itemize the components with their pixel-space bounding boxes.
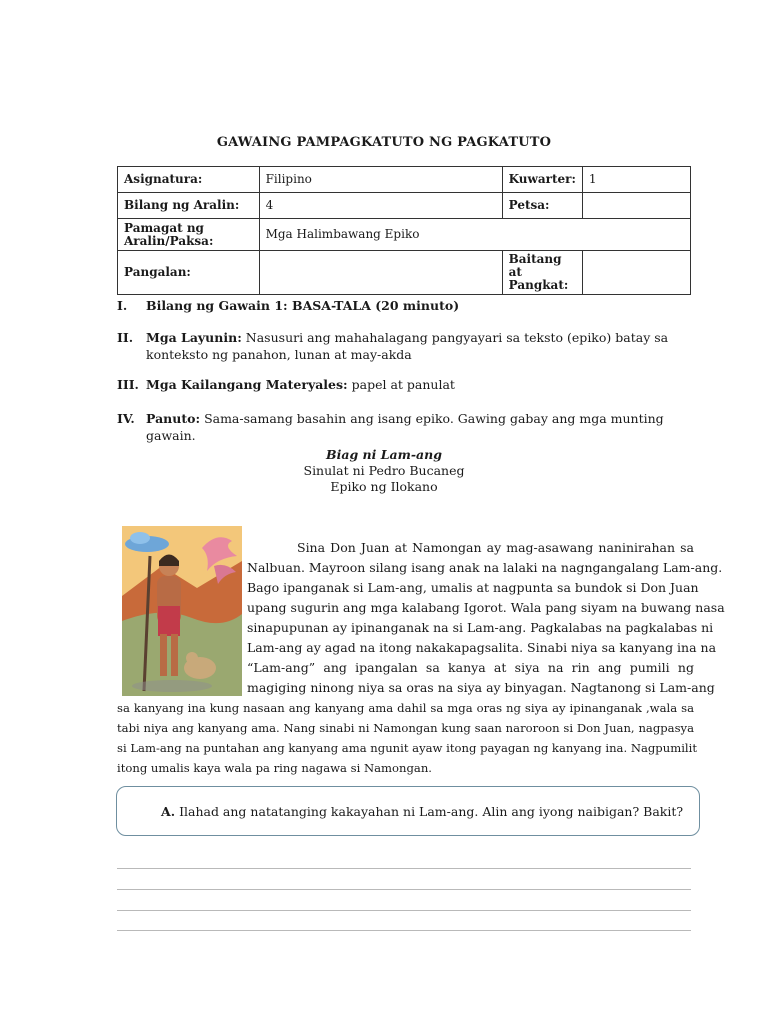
item-number: IV. [117,411,135,426]
info-table [117,166,691,295]
story-heading [0,447,768,495]
asignatura-label: Asignatura: [118,167,260,193]
answer-line[interactable] [117,868,691,869]
asignatura-value[interactable]: Filipino [259,167,502,193]
pangalan-value[interactable] [259,251,502,295]
item-text: Nasusuri ang mahahalagang pangyayari sa teksto (epiko) batay sa konteksto ng panahon, lunan at may-akda [146,330,669,362]
pamagat-label-line-1: Pamagat ng [124,220,204,235]
bilang-value[interactable]: 4 [259,193,502,219]
page-title: GAWAING PAMPAGKATUTO NG PAGKATUTO [216,135,552,150]
story-title: Biag ni Lam-ang [326,447,442,462]
baitang-value[interactable] [582,251,690,295]
item-number: III. [117,377,139,392]
question-letter: A. [161,803,176,819]
question-box [116,786,700,836]
baitang-label [502,251,582,295]
story-line: itong umalis kaya wala pa ring nagawa si Namongan. [117,761,432,775]
bilang-label: Bilang ng Aralin: [118,193,260,219]
answer-line[interactable] [117,889,691,890]
story-line: si Lam-ang na puntahan ang kanyang ama ngunit ayaw itong payagan ng kanyang ina. Nagpumilit [117,741,697,755]
pamagat-value[interactable]: Mga Halimbawang Epiko [259,219,690,251]
story-line: Sina Don Juan at Namongan ay mag-asawang naninirahan sa [297,540,694,555]
item-layunin [117,329,702,363]
item-gawain [117,297,702,314]
item-number: I. [117,298,128,313]
item-materyales [117,376,702,393]
item-text: papel at panulat [351,377,455,392]
question-text: Ilahad ang natatanging kakayahan ni Lam-ang. Alin ang iyong naibigan? Bakit? [179,803,684,819]
item-label: Panuto: [146,411,201,426]
pangalan-label: Pangalan: [118,251,260,295]
answer-line[interactable] [117,930,691,931]
item-label: Mga Layunin: [146,330,242,345]
answer-line[interactable] [117,910,691,911]
item-text: Sama-samang basahin ang isang epiko. Gawing gabay ang mga munting gawain. [146,411,664,443]
story-line: magiging ninong niya sa oras na siya ay binyagan. Nagtanong si Lam-ang [247,680,715,695]
kuwarter-value[interactable]: 1 [582,167,690,193]
item-label: Bilang ng Gawain 1: BASA-TALA (20 minuto) [146,298,460,313]
petsa-value[interactable] [582,193,690,219]
pamagat-label-line-2: Aralin/Paksa: [124,233,214,248]
story-line: Lam-ang ay agad na itong nakakapagsalita. Sinabi niya sa kanyang ina na [247,640,717,655]
item-panuto [117,410,702,444]
story-genre: Epiko ng Ilokano [330,479,438,494]
story-author: Sinulat ni Pedro Bucaneg [303,463,465,478]
story-line: sa kanyang ina kung nasaan ang kanyang ama dahil sa mga oras ng siya ay ipinanganak ,wala sa [117,701,694,715]
story-line: tabi niya ang kanyang ama. Nang sinabi ni Namongan kung saan naroroon si Don Juan, nagpasya [117,721,694,735]
pamagat-label [118,219,260,251]
kuwarter-label: Kuwarter: [502,167,582,193]
story-line: Bago ipanganak si Lam-ang, umalis at nagpunta sa bundok si Don Juan [247,580,699,595]
story-line: sinapupunan ay ipinanganak na si Lam-ang. Pagkalabas na pagkalabas ni [247,620,714,635]
lam-ang-illustration-icon [122,526,242,696]
item-number: II. [117,330,134,345]
story-line: “Lam-ang” ang ipangalan sa kanya at siya na rin ang pumili ng [247,660,694,675]
item-label: Mga Kailangang Materyales: [146,377,348,392]
baitang-label-line-2: Pangkat: [508,278,569,292]
story-line: Nalbuan. Mayroon silang isang anak na lalaki na nagngangalang Lam-ang. [247,560,723,575]
baitang-label-line-1: Baitang at [508,252,562,279]
petsa-label: Petsa: [502,193,582,219]
story-line: upang sugurin ang mga kalabang Igorot. Wala pang siyam na buwang nasa [247,600,725,615]
